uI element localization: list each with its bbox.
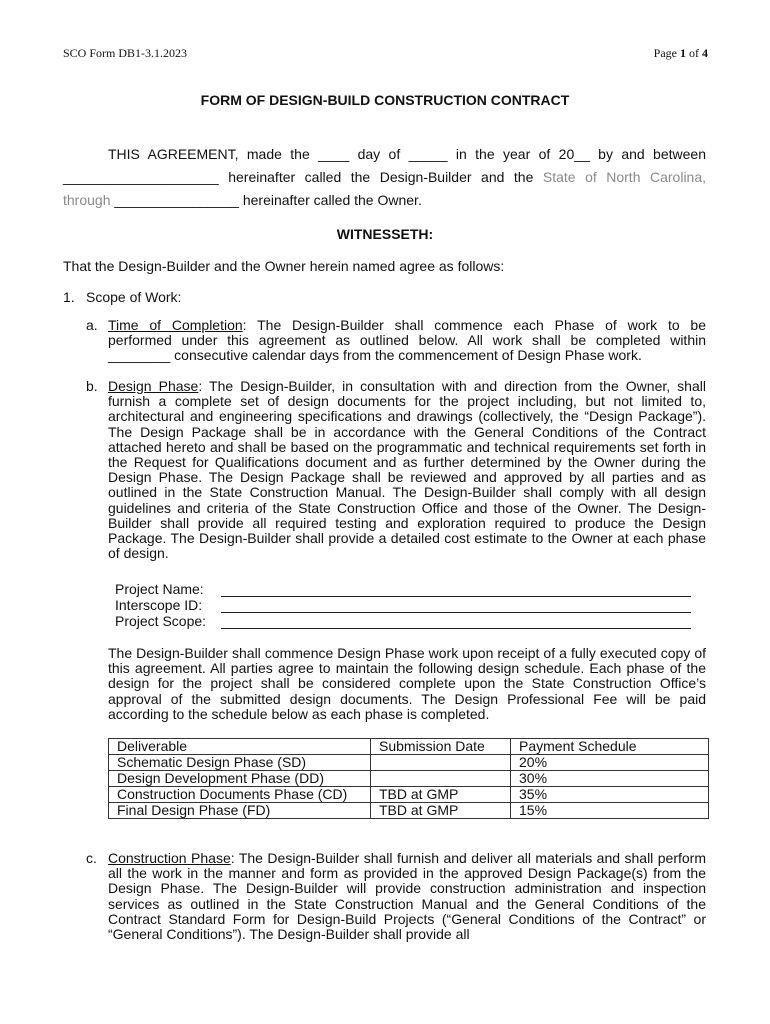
table-cell: 35%	[511, 787, 709, 803]
table-row	[109, 755, 709, 771]
agreement-line-1: THIS AGREEMENT, made the ____ day of _____ in the year of 20__ by and between	[108, 146, 706, 162]
page-number: Page 1 of 4	[653, 46, 708, 60]
table-row	[109, 787, 709, 803]
section-1-title: Scope of Work:	[86, 289, 182, 305]
table-cell: 20%	[511, 755, 709, 771]
item-a-line-1: Time of Completion: The Design-Builder shall commence each Phase of work to be	[108, 317, 706, 333]
project-scope-label: Project Scope:	[115, 613, 207, 629]
table-cell	[371, 755, 511, 771]
schedule-paragraph: The Design-Builder shall commence Design Phase work upon receipt of a fully executed copy of this agreement. All parties agree to maintain the following design schedule. Each phase of the design for the project shall be considered complete upon the State Construction Office’s approval of the submitted design documents. The Design Professional Fee will be paid according to the schedule below as each phase is completed.	[108, 645, 706, 722]
item-c-marker: c.	[86, 850, 97, 866]
table-cell	[371, 771, 511, 787]
item-a-line-3: ________ consecutive calendar days from the commencement of Design Phase work.	[108, 347, 642, 363]
table-cell: TBD at GMP	[371, 803, 511, 819]
item-a-line-2: performed under this agreement as outlined below. All work shall be completed within	[108, 332, 706, 348]
item-c-text: Construction Phase: The Design-Builder shall furnish and deliver all materials and shall perform all the work in the manner and form as provided in the approved Design Package(s) from the Design Phase. The Design-Builder will provide construction administration and inspection services as outlined in the State Construction Manual and the General Conditions of the Contract Standard Form for Design-Build Projects (“General Conditions of the Contract” or “General Conditions”). The Design-Builder shall provide all	[108, 850, 706, 943]
table-header-cell: Submission Date	[371, 739, 511, 755]
table-header-cell: Payment Schedule	[511, 739, 709, 755]
table-cell: TBD at GMP	[371, 787, 511, 803]
project-scope-field[interactable]	[221, 628, 691, 629]
table-cell: Final Design Phase (FD)	[109, 803, 371, 819]
table-cell: 30%	[511, 771, 709, 787]
table-header-cell: Deliverable	[109, 739, 371, 755]
table-cell: Construction Documents Phase (CD)	[109, 787, 371, 803]
agreement-line-2: ____________________ hereinafter called the Design-Builder and the State of North Carolina,	[63, 169, 707, 185]
document-title: FORM OF DESIGN-BUILD CONSTRUCTION CONTRACT	[200, 92, 570, 108]
design-schedule-table	[108, 738, 709, 819]
item-b-text: Design Phase: The Design-Builder, in consultation with and direction from the Owner, shall furnish a complete set of design documents for the project including, but not limited to, architectural and engineering specifications and drawings (collectively, the “Design Package”). The Design Package shall be in accordance with the General Conditions of the Contract attached hereto and shall be based on the programmatic and technical requirements set forth in the Request for Qualifications document and as further determined by the Owner during the Design Phase. The Design Package shall be reviewed and approved by all parties and as outlined in the State Construction Manual. The Design-Builder shall comply with all design guidelines and criteria of the State Construction Office and those of the Owner. The Design-Builder shall provide all required testing and exploration required to produce the Design Package. The Design-Builder shall provide a detailed cost estimate to the Owner at each phase of design.	[108, 378, 706, 562]
form-id: SCO Form DB1-3.1.2023	[63, 46, 188, 60]
interscope-id-field[interactable]	[221, 612, 691, 613]
table-cell: 15%	[511, 803, 709, 819]
interscope-id-label: Interscope ID:	[115, 597, 203, 613]
section-1-number: 1.	[63, 289, 75, 305]
item-b-marker: b.	[86, 378, 98, 394]
table-cell: Design Development Phase (DD)	[109, 771, 371, 787]
table-cell: Schematic Design Phase (SD)	[109, 755, 371, 771]
project-name-field[interactable]	[221, 596, 691, 597]
table-row	[109, 803, 709, 819]
agreement-line-3: through ________________ hereinafter called the Owner.	[63, 192, 422, 208]
item-a-marker: a.	[86, 317, 98, 333]
project-name-label: Project Name:	[115, 581, 204, 597]
table-header-row	[109, 739, 709, 755]
intro-text: That the Design-Builder and the Owner herein named agree as follows:	[63, 258, 505, 274]
witnesseth-heading: WITNESSETH:	[336, 226, 434, 242]
table-row	[109, 771, 709, 787]
